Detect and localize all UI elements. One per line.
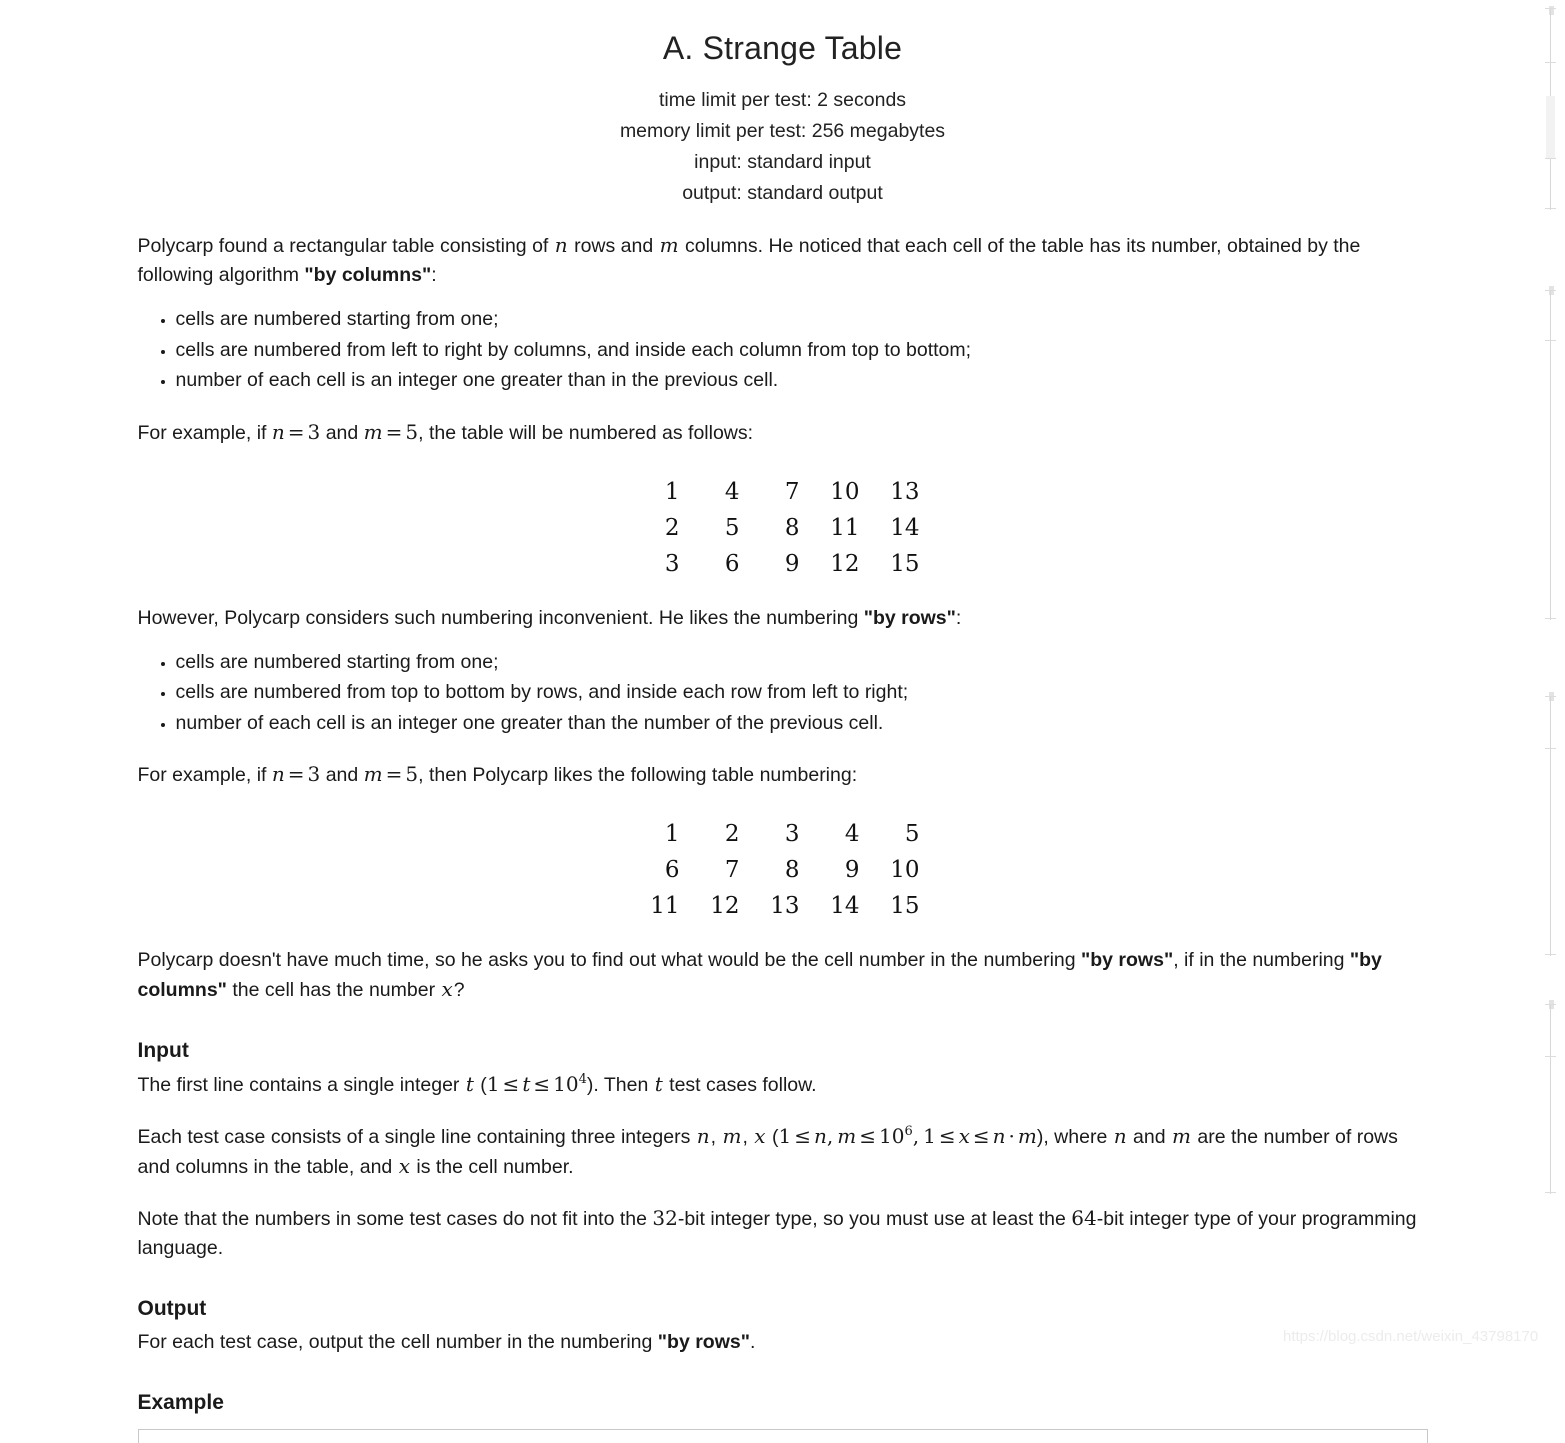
paragraph-example-columns xyxy=(138,418,1428,448)
paragraph-intro xyxy=(138,231,1428,290)
matrix-cell: 5 xyxy=(904,821,920,847)
text-fragment: ? xyxy=(453,979,465,1001)
list-item: • number of each cell is an integer one greater than the number of the previous cell. xyxy=(176,708,1428,739)
text-fragment: : xyxy=(955,606,962,629)
rules-list-by-columns xyxy=(138,304,1428,396)
watermark: https://blog.csdn.net/weixin_43798170 xyxy=(1283,1328,1539,1345)
term-by-columns: "by columns" xyxy=(304,264,432,286)
paragraph-integer-note xyxy=(138,1204,1428,1263)
math-constraint-nmx: 1 ≤ n, $m \le 10^6$, 1 ≤ x ≤ n · m xyxy=(778,1123,1037,1148)
matrix-by-columns xyxy=(646,474,920,582)
matrix-cell: 12 xyxy=(710,893,740,919)
output-spec: output: standard output xyxy=(682,182,883,204)
section-heading-output: Output xyxy=(137,1297,207,1320)
math-constraint-t: $1 \le t \le 10^4$ xyxy=(486,1071,587,1096)
term-by-rows: "by rows" xyxy=(657,1331,750,1353)
text-fragment: test cases follow. xyxy=(663,1074,817,1096)
matrix-cell: 2 xyxy=(664,514,680,541)
text-fragment: However, Polycarp considers such numbering inconvenient. He likes the numbering xyxy=(137,606,864,629)
text-fragment: and xyxy=(320,421,364,444)
matrix-cell: 13 xyxy=(890,478,920,505)
list-item: • number of each cell is an integer one greater than in the previous cell. xyxy=(176,365,1428,396)
term-by-rows: "by rows" xyxy=(863,606,956,629)
paragraph-task xyxy=(138,946,1428,1005)
matrix-cell: 12 xyxy=(830,550,860,577)
matrix-cell: 14 xyxy=(830,893,860,919)
math-eq-n3: n = 3 xyxy=(271,762,321,786)
matrix-cell: 13 xyxy=(770,893,800,919)
page-title: A. Strange Table xyxy=(662,30,903,66)
text-fragment: , xyxy=(710,1126,722,1148)
text-fragment: -bit integer type of your programming language. xyxy=(137,1208,1417,1259)
text-fragment: and xyxy=(320,764,364,786)
text-fragment: columns. He noticed that each cell of the table has its number, obtained by the following algorithm xyxy=(137,235,1361,286)
matrix-cell: 9 xyxy=(844,857,860,883)
text-fragment: , if in the numbering xyxy=(1173,949,1350,971)
matrix-cell: 6 xyxy=(664,857,680,883)
math-var-x: x xyxy=(398,1154,410,1178)
table-row xyxy=(646,474,920,510)
math-var-n: n xyxy=(696,1124,710,1148)
math-var-x: x xyxy=(754,1124,766,1148)
paragraph-input-test-case xyxy=(138,1122,1428,1182)
math-number-64: 64 xyxy=(1071,1206,1097,1230)
matrix-cell: 3 xyxy=(784,821,800,847)
math-var-x: x xyxy=(441,977,453,1001)
text-fragment: . xyxy=(749,1331,756,1353)
matrix-cell: 15 xyxy=(890,893,920,919)
matrix-cell: 8 xyxy=(784,857,800,883)
matrix-cell: 10 xyxy=(830,478,860,505)
problem-limits xyxy=(0,85,1565,209)
paragraph-input-first-line xyxy=(138,1070,1428,1100)
math-var-t: t xyxy=(465,1072,474,1096)
text-fragment: ). Then xyxy=(586,1074,654,1096)
list-item: • cells are numbered from top to bottom by rows, and inside each row from left to right; xyxy=(176,677,1428,708)
input-spec: input: standard input xyxy=(694,151,871,173)
text-fragment: Note that the numbers in some test cases do not fit into the xyxy=(137,1208,653,1230)
matrix-cell: 8 xyxy=(784,514,800,541)
list-item: • cells are numbered starting from one; xyxy=(176,304,1428,335)
math-var-t: t xyxy=(654,1072,663,1096)
text-fragment: Polycarp found a rectangular table consisting of xyxy=(137,235,554,257)
matrix-cell: 9 xyxy=(784,550,800,577)
text-fragment: , the table will be numbered as follows: xyxy=(418,421,754,444)
text-fragment: -bit integer type, so you must use at least the xyxy=(677,1208,1072,1230)
math-eq-m5: m = 5 xyxy=(363,762,419,786)
term-by-rows: "by rows" xyxy=(1081,949,1174,971)
matrix-cell: 11 xyxy=(830,514,860,541)
math-var-m: m xyxy=(1171,1124,1191,1148)
problem-body xyxy=(138,231,1428,1443)
paragraph-output xyxy=(138,1328,1428,1357)
matrix-cell: 4 xyxy=(724,478,740,505)
math-var-n: n xyxy=(554,233,568,257)
rules-list-by-rows xyxy=(138,647,1428,739)
matrix-cell: 11 xyxy=(650,893,680,919)
math-var-n: n xyxy=(1113,1124,1127,1148)
text-fragment: : xyxy=(431,264,437,286)
text-fragment: ( xyxy=(766,1126,779,1148)
math-eq-n3: n = 3 xyxy=(271,419,321,444)
section-heading-input: Input xyxy=(137,1039,189,1062)
text-fragment: Each test case consists of a single line containing three integers xyxy=(137,1126,696,1148)
math-number-32: 32 xyxy=(652,1206,678,1230)
matrix-cell: 10 xyxy=(890,857,920,883)
math-exponent: 6 xyxy=(904,1123,913,1139)
table-row xyxy=(646,888,920,924)
text-fragment: ( xyxy=(474,1074,487,1096)
matrix-cell: 1 xyxy=(664,821,680,847)
math-var-m: m xyxy=(659,233,679,257)
time-limit: time limit per test: 2 seconds xyxy=(658,89,907,111)
matrix-by-rows-wrapper xyxy=(138,816,1428,924)
text-fragment: are the number of rows and columns in the table, and xyxy=(137,1126,1398,1178)
memory-limit: memory limit per test: 256 megabytes xyxy=(619,120,946,142)
paragraph-example-rows xyxy=(138,760,1428,790)
matrix-cell: 4 xyxy=(844,821,860,847)
matrix-cell: 7 xyxy=(784,478,800,505)
matrix-cell: 15 xyxy=(890,550,920,577)
list-item: • cells are numbered from left to right by columns, and inside each column from top to bottom; xyxy=(176,335,1428,366)
matrix-cell: 3 xyxy=(664,550,680,577)
matrix-by-columns-wrapper xyxy=(138,474,1428,582)
matrix-cell: 14 xyxy=(890,514,920,541)
table-row xyxy=(646,546,920,582)
text-fragment: rows and xyxy=(568,235,659,257)
text-fragment: , then Polycarp likes the following table numbering: xyxy=(418,764,858,786)
paragraph-by-rows-intro xyxy=(138,604,1428,633)
text-fragment: the cell has the number xyxy=(226,979,441,1001)
text-fragment: and xyxy=(1127,1126,1171,1148)
term-by-columns: "by columns" xyxy=(137,949,1382,1001)
table-row xyxy=(646,852,920,888)
section-heading-example: Example xyxy=(137,1391,224,1414)
matrix-by-rows xyxy=(646,816,920,924)
text-fragment: is the cell number. xyxy=(410,1156,574,1178)
text-fragment: Polycarp doesn't have much time, so he asks you to find out what would be the cell number in the numbering xyxy=(137,949,1082,971)
matrix-cell: 5 xyxy=(724,514,740,541)
math-eq-m5: m = 5 xyxy=(363,419,419,444)
text-fragment: , xyxy=(742,1126,754,1148)
matrix-cell: 1 xyxy=(664,478,680,505)
matrix-cell: 7 xyxy=(724,857,740,883)
text-fragment: For example, if xyxy=(137,421,272,444)
text-fragment: For example, if xyxy=(137,764,272,786)
table-row xyxy=(646,510,920,546)
table-row xyxy=(646,816,920,852)
text-fragment: For each test case, output the cell number in the numbering xyxy=(137,1331,658,1353)
example-table xyxy=(138,1429,1428,1443)
text-fragment: The first line contains a single integer xyxy=(137,1074,465,1096)
math-var-m: m xyxy=(722,1124,742,1148)
list-item: • cells are numbered starting from one; xyxy=(176,647,1428,678)
text-fragment: ), where xyxy=(1036,1126,1113,1148)
math-exponent: 4 xyxy=(578,1071,587,1087)
matrix-cell: 6 xyxy=(724,550,740,577)
matrix-cell: 2 xyxy=(724,821,740,847)
